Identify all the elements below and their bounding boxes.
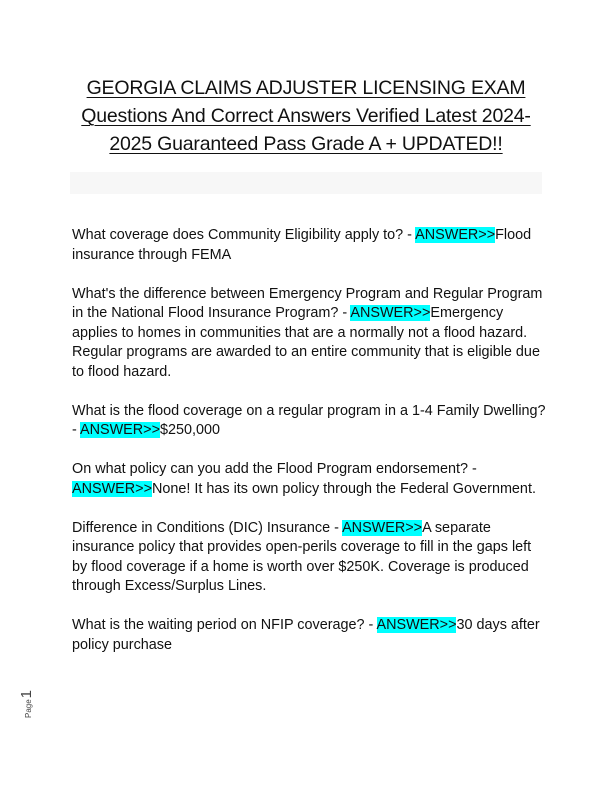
question-text: Difference in Conditions (DIC) Insurance - [72,519,343,536]
qa-list [72,226,546,675]
answer-highlight: ANSWER>> [415,227,496,243]
answer-text: Emergency applies to homes in communities that are a normally not a flood hazard. Regular programs are awarded to an entire community that is eligible due to flood hazard. [72,305,540,380]
qa-item [72,285,546,383]
answer-text: None! It has its own policy through the Federal Government. [151,480,536,497]
question-text: What's the difference between Emergency Program and Regular Program in the National Flood Insurance Program? - [72,285,543,321]
qa-item [72,616,546,655]
page-label: Page [24,699,33,719]
shaded-separator [70,172,542,194]
answer-highlight: ANSWER>> [342,519,423,536]
qa-item [72,460,546,499]
answer-highlight: ANSWER>> [72,480,152,497]
title-line-1: GEORGIA CLAIMS ADJUSTER LICENSING EXAM [86,77,526,99]
document-title [60,74,552,158]
answer-highlight: ANSWER>> [376,617,457,633]
question-text: What is the waiting period on NFIP coverage? - [72,617,377,633]
qa-item [72,519,546,597]
answer-text: Flood insurance through FEMA [72,227,532,263]
qa-item [72,226,546,265]
question-text: On what policy can you add the Flood Program endorsement? - [72,461,477,477]
question-text: What coverage does Community Eligibility apply to? - [72,227,416,243]
page-number-value: 1 [18,689,35,699]
page-number [18,689,50,719]
answer-highlight: ANSWER>> [80,422,160,438]
answer-highlight: ANSWER>> [350,305,431,321]
answer-text: $250,000 [159,422,221,438]
qa-item [72,402,546,441]
title-line-3: 2025 Guaranteed Pass Grade A + UPDATED!! [109,133,503,155]
question-text: What is the flood coverage on a regular program in a 1-4 Family Dwelling? - [72,402,546,438]
answer-text: A separate insurance policy that provides open-perils coverage to fill in the gaps left by flood coverage if a home is worth over $250K. Coverage is produced through Excess/Surplus Lines. [72,519,532,594]
title-line-2: Questions And Correct Answers Verified Latest 2024- [81,105,531,127]
answer-text: 30 days after policy purchase [72,617,540,653]
